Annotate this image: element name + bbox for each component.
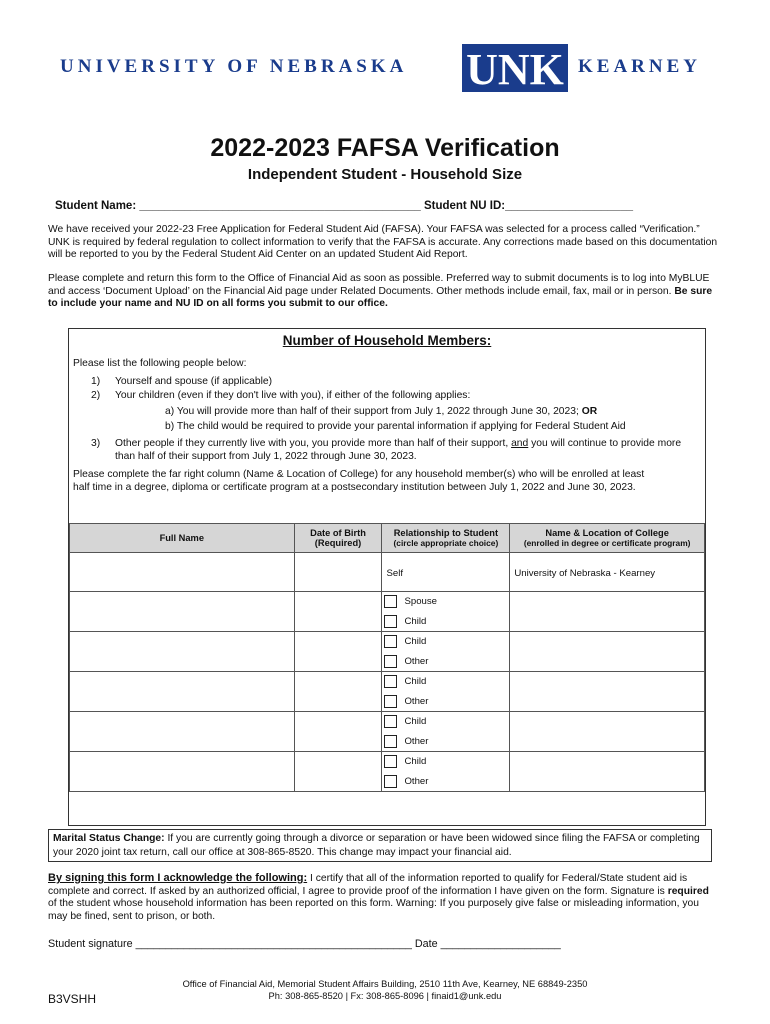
unk-logo — [460, 42, 570, 94]
dob-cell[interactable] — [294, 752, 382, 792]
university-name-left: UNIVERSITY OF NEBRASKA — [60, 56, 408, 77]
relationship-cell — [382, 592, 510, 632]
checkbox[interactable] — [384, 615, 397, 628]
option-other[interactable] — [382, 652, 509, 672]
college-header-label: Name & Location of College — [545, 528, 669, 538]
signature-date-line[interactable]: Student signature ______________________________________________ Date ____________________ — [48, 938, 561, 950]
relationship-cell — [382, 672, 510, 712]
acknowledgement-text-cont: of the student whose household information has been reported on this form. Warning: If you purposely give false or misleading information, you may be fined, sent to prison, or both. — [48, 898, 699, 922]
marital-label: Marital Status Change: — [53, 833, 165, 844]
university-name-right: KEARNEY — [578, 56, 702, 77]
checkbox[interactable] — [384, 595, 397, 608]
required-emphasis: required — [667, 885, 709, 897]
item-number: 1) — [91, 376, 101, 387]
rel-header-sub: (circle appropriate choice) — [393, 538, 499, 548]
acknowledgement-text: I certify that all of the information reported to qualify for Federal/State student aid is complete and correct. If asked by an authorized official, I agree to provide proof of the information I have given on the form. Signature is — [48, 873, 688, 897]
checkbox[interactable] — [384, 655, 397, 668]
option-child[interactable] — [382, 712, 509, 732]
college-cell[interactable] — [510, 632, 705, 672]
dob-cell[interactable] — [294, 592, 382, 632]
household-members-section — [68, 328, 706, 826]
rel-header-label: Relationship to Student — [393, 528, 499, 538]
option-label: Child — [404, 716, 427, 728]
option-label: Child — [404, 756, 427, 768]
checkbox[interactable] — [384, 755, 397, 768]
col-full-name: Full Name — [70, 524, 295, 553]
option-child[interactable] — [382, 672, 509, 692]
footer-contact — [0, 979, 770, 1002]
col-dob — [294, 524, 382, 553]
item-number: 3) — [91, 438, 101, 449]
col-college — [510, 524, 705, 553]
checkbox[interactable] — [384, 715, 397, 728]
and-emphasis: and — [511, 438, 529, 449]
college-cell-self: University of Nebraska - Kearney — [510, 553, 705, 592]
acknowledgement-label: By signing this form I acknowledge the following: — [48, 872, 308, 884]
option-label: Spouse — [404, 596, 438, 608]
dob-header-sub: (Required) — [314, 538, 362, 548]
or-emphasis: OR — [581, 406, 598, 417]
dob-cell[interactable] — [294, 632, 382, 672]
dob-cell[interactable] — [294, 712, 382, 752]
checkbox[interactable] — [384, 695, 397, 708]
household-item-2: Your children (even if they don't live with you), if either of the following applies: — [115, 390, 471, 401]
checkbox[interactable] — [384, 675, 397, 688]
checkbox[interactable] — [384, 775, 397, 788]
option-child[interactable] — [382, 632, 509, 652]
item-2a-text: a) You will provide more than half of their support from July 1, 2022 through June 30, 2023; — [165, 406, 579, 417]
col-relationship — [382, 524, 510, 553]
option-label: Other — [404, 735, 429, 747]
footer-address: Office of Financial Aid, Memorial Student Affairs Building, 2510 11th Ave, Kearney, NE 68849-2350 — [182, 979, 588, 989]
dob-cell[interactable] — [294, 553, 382, 592]
option-child[interactable] — [382, 612, 509, 632]
name-cell[interactable] — [70, 632, 295, 672]
form-code: B3VSHH — [48, 992, 97, 1006]
name-cell[interactable] — [70, 553, 295, 592]
svg-text:UNK: UNK — [466, 45, 564, 94]
acknowledgement-paragraph — [48, 872, 718, 923]
household-intro: Please list the following people below: — [73, 358, 247, 369]
checkbox[interactable] — [384, 735, 397, 748]
college-cell[interactable] — [510, 592, 705, 632]
option-child[interactable] — [382, 752, 509, 772]
college-cell[interactable] — [510, 672, 705, 712]
relationship-cell — [382, 712, 510, 752]
relationship-cell — [382, 632, 510, 672]
page-subtitle: Independent Student - Household Size — [247, 166, 523, 183]
option-other[interactable] — [382, 692, 509, 712]
student-name-id-line[interactable]: Student Name: ____________________________________________ Student NU ID:____________________ — [55, 200, 633, 212]
option-other[interactable] — [382, 772, 509, 792]
option-spouse[interactable] — [382, 592, 509, 612]
household-section-title: Number of Household Members: — [282, 333, 492, 348]
household-item-3 — [115, 437, 700, 463]
page-title: 2022-2023 FAFSA Verification — [210, 134, 560, 162]
option-label: Other — [404, 775, 429, 787]
option-label: Child — [404, 676, 427, 688]
item-number: 2) — [91, 390, 101, 401]
college-cell[interactable] — [510, 752, 705, 792]
college-cell[interactable] — [510, 712, 705, 752]
college-note: Please complete the far right column (Name & Location of College) for any household member(s) who will be enrolled at least half time in a degree, diploma or certificate program at a postsecondary institution between July 1, 2022 and June 30, 2023. — [73, 469, 645, 493]
option-label: Child — [404, 636, 427, 648]
name-cell[interactable] — [70, 592, 295, 632]
household-item-2b: b) The child would be required to provide your parental information if applying for Federal Student Aid — [165, 421, 626, 432]
dob-header-label: Date of Birth — [310, 528, 366, 538]
checkbox[interactable] — [384, 635, 397, 648]
option-label: Child — [404, 615, 427, 627]
relationship-self: Self — [382, 553, 510, 592]
intro-paragraph-2 — [48, 273, 718, 311]
college-header-sub: (enrolled in degree or certificate program) — [523, 538, 691, 548]
household-item-1: Yourself and spouse (if applicable) — [115, 376, 273, 387]
option-label: Other — [404, 655, 429, 667]
name-cell[interactable] — [70, 672, 295, 712]
household-table — [69, 523, 705, 792]
option-other[interactable] — [382, 732, 509, 752]
option-label: Other — [404, 695, 429, 707]
name-cell[interactable] — [70, 752, 295, 792]
dob-cell[interactable] — [294, 672, 382, 712]
marital-text: If you are currently going through a divorce or separation or have been widowed since filing the FAFSA or completing your 2020 joint tax return, call our office at 308-865-8520. This change may impact your financial aid. — [53, 833, 700, 858]
household-item-2a — [165, 405, 597, 418]
item-3-text: Other people if they currently live with you, you provide more than half of their support, — [115, 438, 512, 449]
footer-phone-email: Ph: 308-865-8520 | Fx: 308-865-8096 | finaid1@unk.edu — [268, 990, 502, 1001]
name-cell[interactable] — [70, 712, 295, 752]
marital-status-box — [48, 829, 712, 862]
relationship-cell — [382, 752, 510, 792]
intro-emphasis: Be sure to include your name and NU ID on all forms you submit to our office. — [48, 285, 713, 310]
intro-text: Please complete and return this form to the Office of Financial Aid as soon as possible. Preferred way to submit documents is to log into MyBLUE and access ‘Document Upload’ on the Financial Aid page under Related Documents. Other methods include email, fax, mail or in person. — [48, 273, 710, 297]
item-3-text-cont: you will continue to provide more than half of their support from July 1, 2022 through June 30, 2023. — [115, 438, 682, 462]
intro-paragraph-1: We have received your 2022-23 Free Application for Federal Student Aid (FAFSA). Your FAFSA was selected for a process called “Verification.” UNK is required by federal regulation to collect information to verify that the FAFSA is accurate. Any corrections made based on this documentation will be reported to you by the Federal Student Aid Center on an updated Student Aid Report. — [48, 224, 718, 261]
